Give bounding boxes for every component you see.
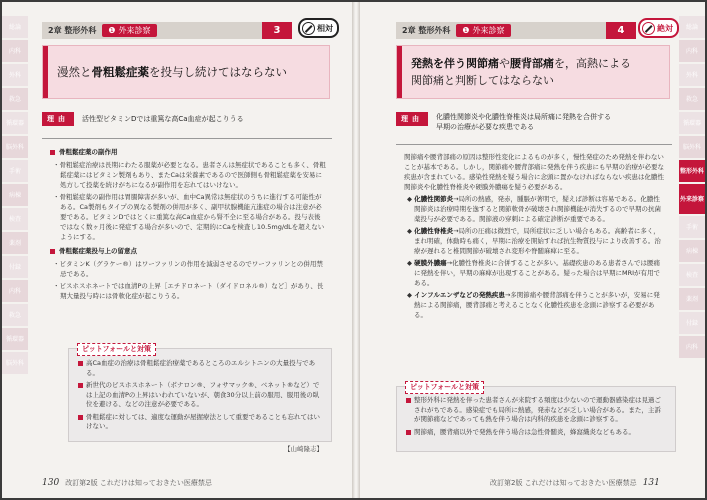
disease-item: ◆ 硬膜外膿瘍→化膿性脊椎炎に合併することが多い。基礎疾患のある患者さんでは腰痛に発熱を伴い，早期の麻痺が出現することがある。疑った場合は早期にMRIが有用である。: [407, 259, 661, 287]
title-accent-bar: [43, 46, 48, 98]
title-emphasis: 腰背部痛: [510, 57, 554, 70]
index-tab: 脳外科: [2, 136, 28, 158]
book-spread: [2, 2, 705, 498]
left-pitfall-box: [68, 345, 332, 442]
index-tab: 脳外科: [2, 352, 28, 374]
reason-tag: 理由: [396, 112, 428, 126]
index-tab: 救急: [679, 88, 705, 110]
title-emphasis: 発熱を伴う関節痛: [411, 57, 499, 70]
index-tab: 検査: [679, 264, 705, 286]
item-number: 4: [606, 22, 636, 39]
index-tab: 脳外科: [679, 136, 705, 158]
square-bullet-icon: [50, 150, 55, 155]
circle-num-icon: ❶: [108, 26, 116, 35]
index-tab: 外科: [2, 64, 28, 86]
book-title: 改訂第2版 これだけは知っておきたい医療禁忌: [65, 479, 212, 487]
index-tab: 救急: [2, 304, 28, 326]
pitfall-label: ピットフォールと対策: [77, 343, 156, 356]
index-tab: 内科: [2, 40, 28, 62]
relative-badge: [298, 18, 339, 38]
disease-name: 硬膜外膿瘍: [414, 259, 447, 267]
disease-item: ◆ 化膿性脊椎炎→局所の圧痛は微烈で，局所症状に乏しい場合もある。高齢者に多く，まれ明確，体動時も痛く，早期に治療を開始すれば抗生物質投与により改善する。治療が遅れると椎間関節が破壊され変形や脊髄麻痺に至る。: [407, 227, 661, 255]
list-item: ・ビスホスホネートでは血清Pの上昇［エチドロネート（ダイドロネル®）など］があり、長期大量投与時には骨軟化症が起こりうる。: [53, 282, 324, 300]
author: 【山崎隆志】: [284, 445, 323, 453]
absolute-badge: [638, 18, 679, 38]
title-emphasis: 骨粗鬆症薬: [91, 64, 149, 79]
section-heading-text: 骨粗鬆症薬投与上の留意点: [59, 247, 137, 255]
disease-item: ◆ 化膿性関節炎→局所の熱感，発赤，腫脹が著明で，疑えば診断は容易である。化膿性関節炎は治療時期を逸すると関節軟骨が破壊され関節機能が消失するので早期の抗菌薬投与が必要である。関節液の穿刺による確定診断が重要である。: [407, 195, 661, 223]
circle-num-icon: ❶: [462, 26, 470, 35]
list-item: ・骨粗鬆症薬の副作用は胃腸障害が多いが、血中Ca異常は無症状のうちに進行する可能性がある。Ca製剤もタイプの異なる製剤の併用が多く、副甲状腺機能亢進症の場合は注意が必要である。ビタミンDではとくに重篤な高Ca血症から腎不全に至る場合がある。投与表後ではなく数ヶ月後に発症する場合が多いので、定期的にCaを検査し10.5mg/dLを超えないようにする。: [53, 193, 325, 241]
page-number: 130: [42, 478, 60, 488]
section-label: 外来診察: [472, 26, 505, 35]
title-line: 関節痛と判断してはならない: [411, 74, 554, 87]
item-number: 3: [262, 22, 292, 39]
right-pitfall-box: [396, 383, 676, 452]
prohibition-icon: [302, 22, 315, 35]
index-tab: 総論: [679, 16, 705, 38]
pitfall-item: 新世代のビスホスホネート（ボナロン®、フォサマック®、ベネット®など）では上記の血清Pの上昇はいわれていないが、朝食30分以上前の服用、服用後の臥位を避ける、などの注意が必要である。: [77, 381, 323, 410]
left-reason: [42, 112, 244, 126]
index-tab: 薬剤: [679, 288, 705, 310]
right-title: [397, 55, 631, 89]
left-body: [50, 147, 326, 303]
divider: [42, 138, 332, 139]
title-part: を投与し続けてはならない: [149, 64, 287, 79]
prohibition-icon: [642, 22, 655, 35]
index-tab: 検査: [2, 208, 28, 230]
pitfall-item: 関節痛，腰背痛以外で発熱を伴う場合は急性骨髄炎，蜂窩織炎などもある。: [405, 428, 667, 438]
index-tab: 循環器: [2, 112, 28, 134]
title-part: 漫然と: [57, 64, 92, 79]
disease-name: 化膿性脊椎炎: [414, 227, 454, 235]
list-item: ・骨粗鬆症治療は長期にわたる服薬が必要となる。患者さんは無症状であることも多く、骨粗鬆症薬にはビタミン製剤もあり、またCaは栄養素であるので医師側も骨粗鬆症薬を安易に処方して投薬を続けがちになるが副作用を忘れてはいけない。: [53, 161, 326, 189]
right-index-tabs: [679, 16, 705, 360]
book-gutter: [352, 2, 360, 498]
square-bullet-icon: [50, 249, 55, 254]
right-page: [360, 2, 705, 498]
index-tab-active: 整形外科: [679, 160, 705, 182]
right-footer: [490, 478, 660, 488]
right-header-bar: [396, 22, 636, 39]
section-heading: [50, 246, 326, 256]
disease-item: ◆ インフルエンザなどの発熱疾患→多関節痛や腰背部痛を伴うことが多いが，安易に発熱による関節痛，腰背部痛と考えることなく化膿性疾患を念頭に診察する必要がある。: [407, 291, 660, 319]
reason-line: 早期の治療が必要な疾患である: [436, 123, 534, 131]
right-title-box: [396, 45, 670, 99]
left-title: [43, 64, 287, 81]
divider: [396, 144, 672, 145]
left-title-box: [42, 45, 330, 99]
reason-tag: 理由: [42, 112, 74, 126]
disease-text: →局所の圧痛は微烈で，局所症状に乏しい場合もある。高齢者に多く，まれ明確，体動時も痛く，早期に治療を開始すれば抗生物質投与により改善する。治療が遅れると椎間関節が破壊され変形や脊髄麻痺に至る。: [414, 227, 661, 255]
title-part: を，高熱による: [554, 57, 631, 70]
index-tab: 循環器: [679, 112, 705, 134]
section-pill: [102, 24, 156, 37]
index-tab: 病棟: [679, 240, 705, 262]
right-body: [404, 152, 666, 322]
index-tab: 内科: [2, 280, 28, 302]
badge-label: 絶対: [657, 23, 673, 33]
list-item: ・ビタミンK（グラケー®）はワーファリンの作用を減弱させるのでワーファリンとの併用禁忌である。: [53, 260, 323, 278]
badge-label: 相対: [317, 23, 333, 33]
disease-name: 化膿性関節炎: [414, 195, 454, 203]
index-tab: 救急: [2, 88, 28, 110]
pitfall-label: ピットフォールと対策: [405, 381, 484, 394]
pitfall-list: [69, 349, 331, 432]
chapter-label: 2章 整形外科: [402, 26, 451, 35]
disease-text: →化膿性脊椎炎に合併することが多い。基礎疾患のある患者さんでは腰痛に発熱を伴い，早期の麻痺が出現することがある。疑った場合は早期にMRIが有用である。: [414, 259, 661, 287]
disease-name: インフルエンザなどの発熱疾患: [414, 291, 505, 299]
reason-text: [436, 112, 611, 132]
index-tab: 付録: [2, 256, 28, 278]
chapter-label: 2章 整形外科: [48, 26, 97, 35]
reason-line: 化膿性関節炎や化膿性脊椎炎は局所痛に発熱を合併する: [436, 113, 611, 121]
pitfall-list: [397, 387, 675, 437]
pitfall-item: 高Ca血症の治療は骨粗鬆症治療薬であるところのエルシトニンの大量投与である。: [77, 359, 323, 378]
index-tab: 手術: [2, 160, 28, 182]
left-header-bar: [42, 22, 292, 39]
left-index-tabs: [2, 16, 28, 376]
index-tab: 総論: [2, 16, 28, 38]
title-accent-bar: [397, 46, 402, 98]
section-heading: [50, 147, 326, 157]
index-tab: 循環器: [2, 328, 28, 350]
disease-text: →局所の熱感，発赤，腫脹が著明で，疑えば診断は容易である。化膿性関節炎は治療時期を逸すると関節軟骨が破壊され関節機能が消失するので早期の抗菌薬投与が必要である。関節液の穿刺による確定診断が重要である。: [414, 195, 661, 223]
index-tab: 付録: [679, 312, 705, 334]
index-tab: 内科: [679, 336, 705, 358]
index-tab-active-sub: 外来診察: [679, 184, 705, 214]
reason-text: 活性型ビタミンDでは重篤な高Ca血症が起こりうる: [82, 115, 244, 123]
disease-text: →多関節痛や腰背部痛を伴うことが多いが，安易に発熱による関節痛，腰背部痛と考えることなく化膿性疾患を念頭に診察する必要がある。: [414, 291, 660, 319]
index-tab: 内科: [679, 40, 705, 62]
intro-paragraph: 関節痛や腰背部痛の原因は整形性変化によるものが多く，慢性発症のため発熱を伴わないことが基本である。しかし，関節痛や腰背部痛に発熱を伴う疾患にも早期の治療が必要な疾患が含まれている。感染性発熱を疑う場合に念頭に置かなければならない疾患は化膿性関節炎や化膿性脊椎炎や硬膜外膿瘍を疑う必要がある。: [404, 153, 664, 191]
left-page: [2, 2, 352, 498]
section-label: 外来診察: [118, 26, 151, 35]
index-tab: 外科: [679, 64, 705, 86]
index-tab: 薬剤: [2, 232, 28, 254]
title-part: や: [499, 57, 510, 70]
section-heading-text: 骨粗鬆症薬の副作用: [59, 148, 118, 156]
book-title: 改訂第2版 これだけは知っておきたい医療禁忌: [490, 479, 637, 487]
left-footer: [42, 478, 212, 488]
pitfall-item: 整形外科に発熱を伴った患者さんが来院する頻度は少ないので運動器感染症は見過ごされがちである。感染症でも局所に熱感，発赤などが乏しい場合がある。また，主訴が関節痛などであっても熱を伴う場合は内科的疾患を念頭に診察する。: [405, 396, 667, 425]
section-pill: [456, 24, 510, 37]
index-tab: 手術: [679, 216, 705, 238]
right-reason: [396, 112, 611, 136]
pitfall-item: 骨粗鬆症に対しては、適度な運動が屋握療法として重要であることも忘れてはいけない。: [77, 413, 323, 432]
index-tab: 病棟: [2, 184, 28, 206]
page-number: 131: [642, 478, 660, 488]
